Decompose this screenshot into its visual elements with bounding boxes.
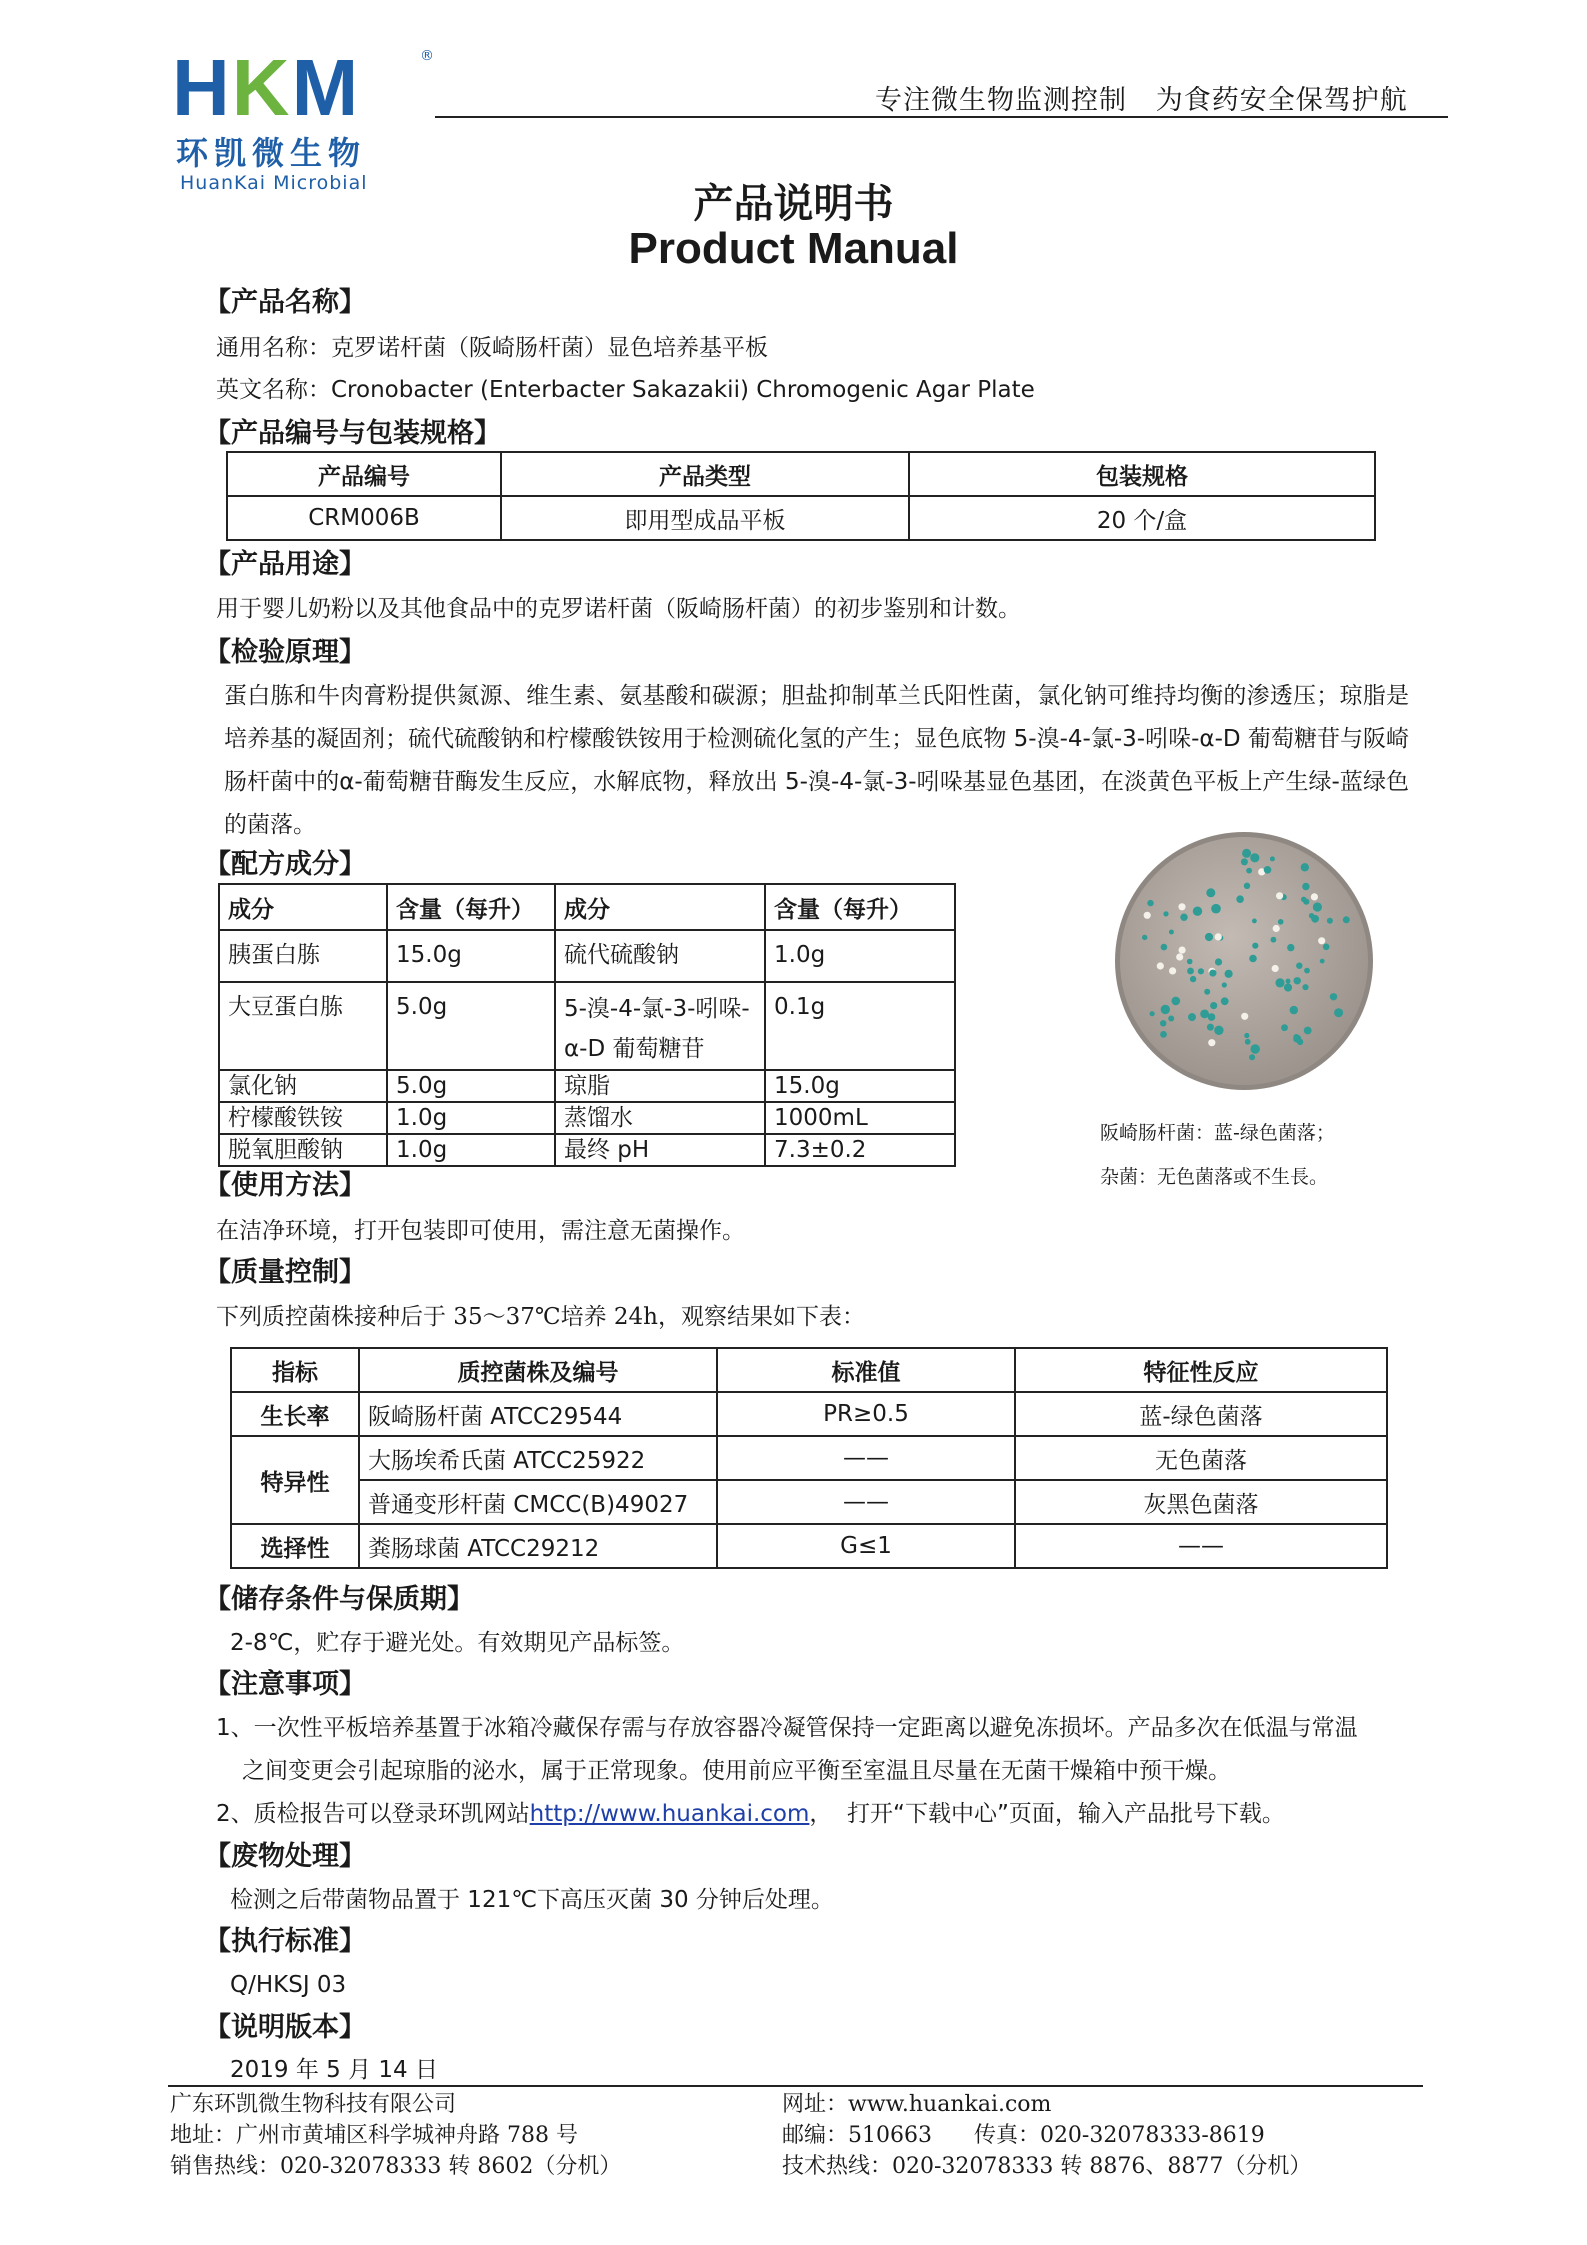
formula-cell: 脱氧胆酸钠 xyxy=(219,1134,387,1166)
plate-colony-teal xyxy=(1187,968,1194,975)
plate-colony-teal xyxy=(1198,968,1204,974)
footer-company: 广东环凯微生物科技有限公司 xyxy=(170,2092,457,2117)
heading-qc: 【质量控制】 xyxy=(204,1257,366,1288)
plate-caption-other: 杂菌：无色菌落或不生長。 xyxy=(1100,1166,1329,1188)
heading-usage: 【产品用途】 xyxy=(204,549,366,580)
plate-colony-teal xyxy=(1214,1026,1223,1035)
formula-cell: 5.0g xyxy=(387,1070,555,1102)
plate-colony-teal xyxy=(1251,1044,1260,1053)
formula-cell: 最终 pH xyxy=(555,1134,765,1166)
plate-colony-teal xyxy=(1211,904,1221,914)
plate-colony-teal xyxy=(1304,1027,1312,1035)
plate-colony-white xyxy=(1176,953,1183,960)
package-header-type: 产品类型 xyxy=(501,452,909,496)
plate-colony-teal xyxy=(1284,983,1292,991)
company-logo xyxy=(172,43,442,194)
package-header-code: 产品编号 xyxy=(227,452,501,496)
standard-text: Q/HKSJ 03 xyxy=(230,1972,347,1998)
qc-header-standard: 标准值 xyxy=(717,1348,1015,1392)
usage-text: 用于婴儿奶粉以及其他食品中的克罗诺杆菌（阪崎肠杆菌）的初步鉴别和计数。 xyxy=(216,596,1021,622)
common-name: 通用名称：克罗诺杆菌（阪崎肠杆菌）显色培养基平板 xyxy=(216,335,768,361)
plate-colony-teal xyxy=(1246,868,1252,874)
plate-colony-white xyxy=(1311,893,1318,900)
plate-colony-teal xyxy=(1160,1020,1166,1026)
qc-table xyxy=(230,1347,1388,1569)
formula-cell: 琼脂 xyxy=(555,1070,765,1102)
package-code: CRM006B xyxy=(227,496,501,540)
heading-version: 【说明版本】 xyxy=(204,2012,366,2043)
logo-mark xyxy=(172,43,361,132)
plate-colony-teal xyxy=(1210,970,1216,976)
plate-colony-teal xyxy=(1271,937,1277,943)
header-divider xyxy=(435,116,1448,118)
website-link[interactable]: http://www.huankai.com xyxy=(529,1801,810,1827)
formula-table xyxy=(218,883,956,1167)
plate-colony-teal xyxy=(1249,955,1257,963)
heading-waste: 【废物处理】 xyxy=(204,1841,366,1872)
plate-colony-teal xyxy=(1290,1006,1298,1014)
plate-colony-teal xyxy=(1287,944,1294,951)
plate-colony-teal xyxy=(1281,1024,1288,1031)
plate-colony-teal xyxy=(1200,1010,1209,1019)
formula-cell: 蒸馏水 xyxy=(555,1102,765,1134)
plate-colony-teal xyxy=(1204,989,1210,995)
plate-colony-teal xyxy=(1327,918,1333,924)
version-text: 2019 年 5 月 14 日 xyxy=(230,2057,438,2083)
plate-colony-teal xyxy=(1193,907,1202,916)
plate-colony-white xyxy=(1272,965,1279,972)
plate-colony-teal xyxy=(1244,883,1250,889)
plate-colony-teal xyxy=(1250,853,1259,862)
footer-tech-hotline: 技术热线：020-32078333 转 8876、8877（分机） xyxy=(782,2154,1312,2179)
formula-cell: 1000mL xyxy=(765,1102,955,1134)
footer-website: 网址：www.huankai.com xyxy=(782,2092,1052,2117)
qc-header-strain: 质控菌株及编号 xyxy=(359,1348,717,1392)
plate-colony-teal xyxy=(1242,849,1251,858)
formula-header-ingredient-1: 成分 xyxy=(219,884,387,930)
plate-colony-teal xyxy=(1150,1011,1155,1016)
plate-colony-teal xyxy=(1302,984,1308,990)
formula-cell: 1.0g xyxy=(387,1102,555,1134)
logo-chinese-name: 环凯微生物 xyxy=(176,134,367,172)
plate-colony-white xyxy=(1179,947,1186,954)
formula-cell: 氯化钠 xyxy=(219,1070,387,1102)
heading-product-name: 【产品名称】 xyxy=(204,287,366,318)
plate-colony-teal xyxy=(1161,944,1168,951)
plate-colony-teal xyxy=(1301,897,1306,902)
formula-cell: 大豆蛋白胨 xyxy=(219,982,387,1070)
header-slogan: 专注微生物监测控制 为食药安全保驾护航 xyxy=(875,85,1408,116)
plate-colony-white xyxy=(1208,1039,1215,1046)
plate-colony-teal xyxy=(1161,1005,1170,1014)
plate-colony-white xyxy=(1157,962,1164,969)
plate-colony-teal xyxy=(1160,1031,1167,1038)
package-header-spec: 包装规格 xyxy=(909,452,1375,496)
heading-method: 【使用方法】 xyxy=(204,1170,366,1201)
qc-standard: PR≥0.5 xyxy=(717,1392,1015,1436)
formula-header-amount-2: 含量（每升） xyxy=(765,884,955,930)
plate-colony-teal xyxy=(1241,858,1248,865)
heading-formula: 【配方成分】 xyxy=(204,849,366,880)
qc-group-specificity: 特异性 xyxy=(231,1436,359,1524)
plate-colony-teal xyxy=(1206,888,1215,897)
footer-sales-hotline: 销售热线：020-32078333 转 8602（分机） xyxy=(170,2154,622,2179)
plate-colony-teal xyxy=(1302,883,1309,890)
plate-colony-teal xyxy=(1168,1016,1174,1022)
logo-letter-k: K xyxy=(231,43,292,132)
qc-reaction: 蓝-绿色菌落 xyxy=(1015,1392,1387,1436)
plate-colony-teal xyxy=(1311,915,1319,923)
waste-text: 检测之后带菌物品置于 121℃下高压灭菌 30 分钟后处理。 xyxy=(230,1887,834,1913)
plate-colony-teal xyxy=(1244,1033,1249,1038)
note-2-suffix: ， 打开“下载中心”页面，输入产品批号下载。 xyxy=(809,1801,1285,1827)
plate-colony-teal xyxy=(1323,944,1330,951)
formula-header-amount-1: 含量（每升） xyxy=(387,884,555,930)
formula-cell: 5.0g xyxy=(387,982,555,1070)
plate-colony-teal xyxy=(1180,914,1187,921)
plate-colony-white xyxy=(1273,925,1280,932)
plate-colony-teal xyxy=(1222,982,1227,987)
plate-colony-teal xyxy=(1249,1054,1255,1060)
note-2 xyxy=(216,1799,1285,1829)
plate-colony-teal xyxy=(1343,916,1350,923)
plate-colony-teal xyxy=(1207,1024,1214,1031)
plate-colony-teal xyxy=(1215,958,1222,965)
plate-colony-teal xyxy=(1190,976,1196,982)
plate-colony-teal xyxy=(1252,943,1258,949)
plate-colony-teal xyxy=(1294,977,1301,984)
plate-colony-white xyxy=(1318,937,1325,944)
qc-strain: 粪肠球菌 ATCC29212 xyxy=(359,1524,717,1568)
formula-cell: 7.3±0.2 xyxy=(765,1134,955,1166)
plate-colony-teal xyxy=(1147,900,1153,906)
heading-package: 【产品编号与包装规格】 xyxy=(204,418,501,449)
plate-colony-teal xyxy=(1210,1002,1217,1009)
plate-colony-teal xyxy=(1264,866,1272,874)
title-english: Product Manual xyxy=(628,224,959,273)
logo-letter-h: H xyxy=(172,43,232,132)
plate-colony-teal xyxy=(1301,863,1309,871)
note-1-line-2: 之间变更会引起琼脂的泌水，属于正常现象。使用前应平衡至室温且尽量在无菌干燥箱中预干燥。 xyxy=(242,1758,1231,1784)
english-name: 英文名称：Cronobacter (Enterbacter Sakazakii) Chromogenic Agar Plate xyxy=(216,377,1035,403)
footer-address: 地址：广州市黄埔区科学城神舟路 788 号 xyxy=(170,2123,578,2148)
plate-colony-teal xyxy=(1334,1008,1343,1017)
package-table xyxy=(226,451,1376,541)
plate-colony-teal xyxy=(1188,1013,1196,1021)
logo-english-name: HuanKai Microbial xyxy=(180,172,368,194)
plate-colony-teal xyxy=(1205,933,1213,941)
logo-letter-m: M xyxy=(291,43,361,132)
qc-strain: 普通变形杆菌 CMCC(B)49027 xyxy=(359,1480,717,1524)
formula-cell: 15.0g xyxy=(387,930,555,982)
heading-storage: 【储存条件与保质期】 xyxy=(204,1584,474,1615)
plate-colony-teal xyxy=(1163,911,1168,916)
plate-colony-teal xyxy=(1278,919,1284,925)
qc-reaction: —— xyxy=(1015,1524,1387,1568)
plate-colony-teal xyxy=(1252,919,1257,924)
plate-caption-target: 阪崎肠杆菌：蓝-绿色菌落； xyxy=(1100,1122,1335,1144)
qc-standard: —— xyxy=(717,1436,1015,1480)
formula-cell: 15.0g xyxy=(765,1070,955,1102)
method-text: 在洁净环境，打开包装即可使用，需注意无菌操作。 xyxy=(216,1218,745,1244)
plate-colony-teal xyxy=(1142,935,1147,940)
note-1-line-1: 1、一次性平板培养基置于冰箱冷藏保存需与存放容器冷凝管保持一定距离以避免冻损坏。产品多次在低温与常温 xyxy=(216,1715,1358,1741)
plate-colony-teal xyxy=(1275,978,1284,987)
plate-agar xyxy=(1120,837,1368,1085)
storage-text: 2-8℃，贮存于避光处。有效期见产品标签。 xyxy=(230,1630,685,1656)
plate-colony-white xyxy=(1276,892,1283,899)
plate-colony-teal xyxy=(1221,997,1229,1005)
formula-cell: 0.1g xyxy=(765,982,955,1070)
formula-cell: 胰蛋白胨 xyxy=(219,930,387,982)
registered-mark: ® xyxy=(420,48,434,64)
plate-colony-teal xyxy=(1172,997,1181,1006)
plate-colony-white xyxy=(1178,903,1185,910)
formula-header-ingredient-2: 成分 xyxy=(555,884,765,930)
plate-colony-teal xyxy=(1225,970,1233,978)
formula-cell: 5-溴-4-氯-3-吲哚-α-D 葡萄糖苷 xyxy=(555,982,765,1070)
plate-colony-teal xyxy=(1270,856,1275,861)
plate-colony-teal xyxy=(1313,902,1322,911)
qc-strain: 大肠埃希氏菌 ATCC25922 xyxy=(359,1436,717,1480)
plate-colony-white xyxy=(1144,912,1151,919)
heading-principle: 【检验原理】 xyxy=(204,637,366,668)
principle-text: 蛋白胨和牛肉膏粉提供氮源、维生素、氨基酸和碳源；胆盐抑制革兰氏阳性菌，氯化钠可维持均衡的渗透压；琼脂是培养基的凝固剂；硫代硫酸钠和柠檬酸铁铵用于检测硫化氢的产生；显色底物 5-溴-4-氯-3-吲哚-α-D 葡萄糖苷与阪崎肠杆菌中的α-葡萄糖苷酶发生反应，水解底物，释放出 5-溴-4-氯-3-吲哚基显色基团，在淡黄色平板上产生绿-蓝绿色的菌落。 xyxy=(224,683,1409,838)
plate-colony-white xyxy=(1215,933,1222,940)
plate-colony-teal xyxy=(1187,959,1193,965)
package-type: 即用型成品平板 xyxy=(501,496,909,540)
plate-colony-white xyxy=(1169,967,1176,974)
qc-header-index: 指标 xyxy=(231,1348,359,1392)
plate-colony-white xyxy=(1241,1013,1248,1020)
qc-group-growth: 生长率 xyxy=(231,1392,359,1436)
formula-cell: 1.0g xyxy=(765,930,955,982)
note-2-prefix: 2、质检报告可以登录环凯网站 xyxy=(216,1801,530,1827)
qc-group-selectivity: 选择性 xyxy=(231,1524,359,1568)
plate-colony-teal xyxy=(1169,930,1174,935)
agar-plate-image xyxy=(1113,830,1375,1092)
qc-reaction: 无色菌落 xyxy=(1015,1436,1387,1480)
plate-colony-teal xyxy=(1293,1034,1299,1040)
plate-colony-teal xyxy=(1286,979,1291,984)
qc-reaction: 灰黑色菌落 xyxy=(1015,1480,1387,1524)
formula-cell: 1.0g xyxy=(387,1134,555,1166)
qc-header-reaction: 特征性反应 xyxy=(1015,1348,1387,1392)
plate-colony-teal xyxy=(1330,993,1337,1000)
plate-colony-teal xyxy=(1236,895,1244,903)
footer-postcode-fax: 邮编：510663 传真：020-32078333-8619 xyxy=(782,2123,1265,2148)
formula-cell: 柠檬酸铁铵 xyxy=(219,1102,387,1134)
title-chinese: 产品说明书 xyxy=(693,181,894,227)
plate-colony-teal xyxy=(1245,1039,1251,1045)
plate-colony-teal xyxy=(1320,959,1325,964)
plate-colony-teal xyxy=(1296,963,1302,969)
package-spec: 20 个/盒 xyxy=(909,496,1375,540)
qc-standard: —— xyxy=(717,1480,1015,1524)
footer-divider xyxy=(168,2085,1423,2087)
heading-notes: 【注意事项】 xyxy=(204,1669,366,1700)
formula-cell: 硫代硫酸钠 xyxy=(555,930,765,982)
qc-standard: G≤1 xyxy=(717,1524,1015,1568)
heading-standard: 【执行标准】 xyxy=(204,1926,366,1957)
qc-intro: 下列质控菌株接种后于 35～37℃培养 24h，观察结果如下表： xyxy=(216,1304,865,1330)
plate-colony-teal xyxy=(1304,968,1310,974)
qc-strain: 阪崎肠杆菌 ATCC29544 xyxy=(359,1392,717,1436)
